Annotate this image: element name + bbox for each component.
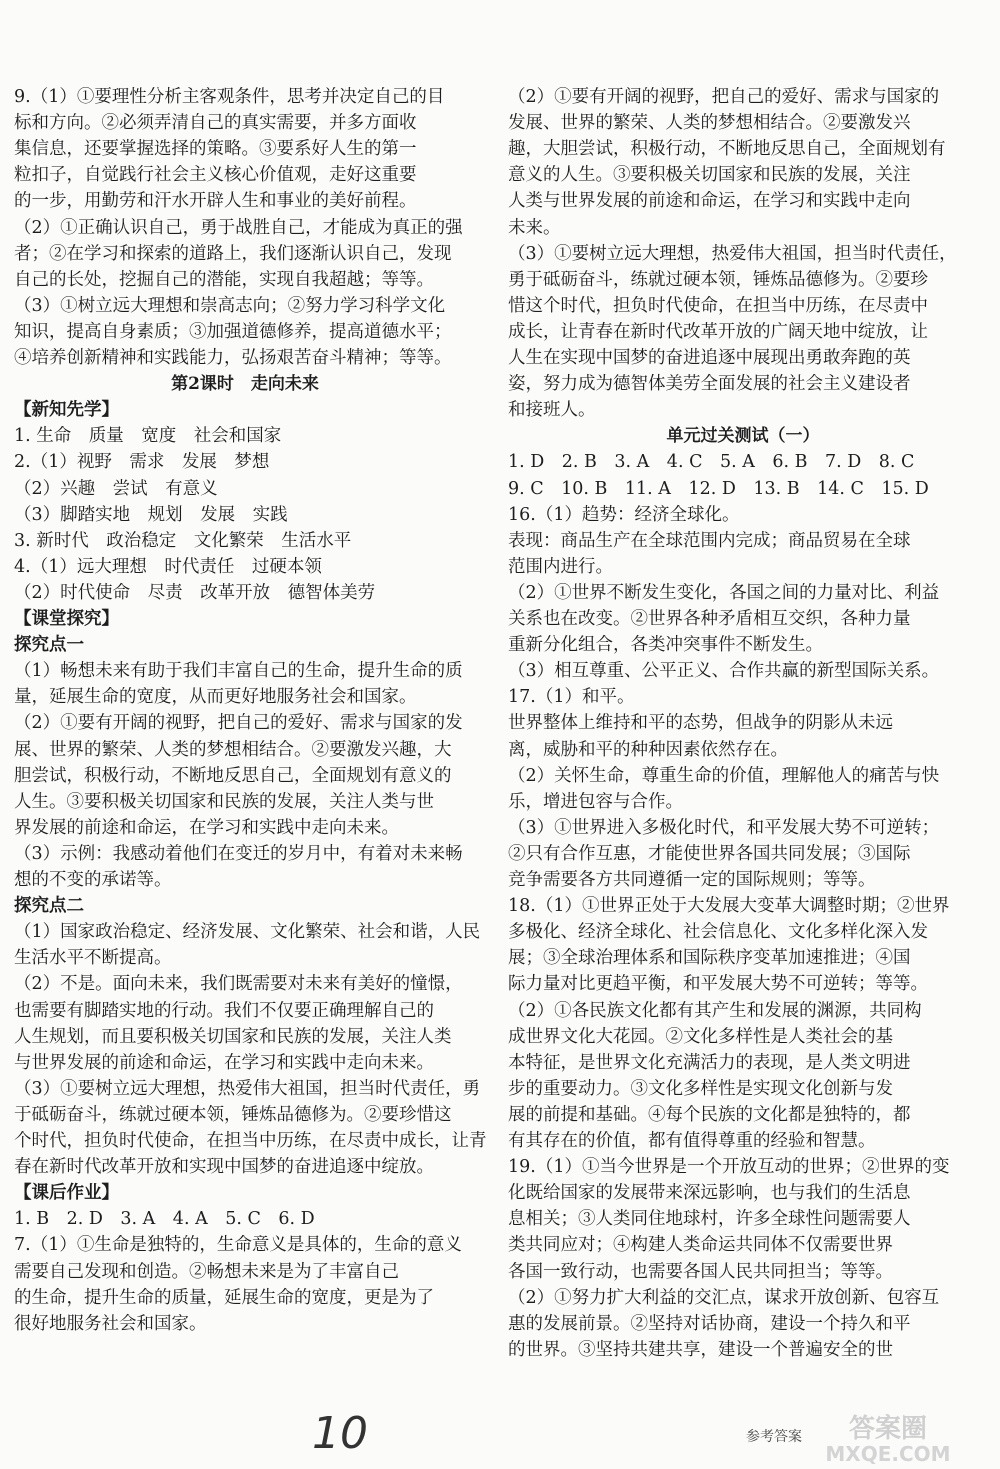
text-line: 成长，让青春在新时代改革开放的广阔天地中绽放，让 [508, 321, 928, 342]
text-line: 惠的发展前景。②坚持对话协商，建设一个持久和平 [508, 1313, 911, 1334]
text-line: 2.（1）视野 需求 发展 梦想 [14, 452, 270, 473]
text-line: ④培养创新精神和实践能力，弘扬艰苦奋斗精神；等等。 [14, 348, 452, 368]
text-line: 竞争需要各方共同遵循一定的国际规则；等等。 [508, 870, 876, 890]
lesson-heading: 单元过关测试（一） [666, 426, 820, 447]
text-line: 人类与世界发展的前途和命运，在学习和实践中走向 [508, 191, 911, 212]
footer-label: 参考答案 [746, 1429, 802, 1445]
text-line: 发展、世界的繁荣、人类的梦想相结合。②要激发兴 [508, 113, 911, 134]
text-line: 16.（1）趋势：经济全球化。 [508, 504, 740, 525]
text-line: 1. D 2. B 3. A 4. C 5. A 6. B 7. D 8. C [508, 452, 915, 473]
text-line: 姿，努力成为德智体美劳全面发展的社会主义建设者 [508, 374, 911, 395]
text-line: 趣，大胆尝试，积极行动，不断地反思自己，全面规划有 [508, 139, 946, 160]
text-line: 标和方向。②必须弄清自己的真实需要，并多方面收 [14, 113, 417, 134]
text-line: （3）①树立远大理想和崇高志向；②努力学习科学文化 [14, 295, 446, 316]
text-line: 步的重要动力。③文化多样性是实现文化创新与发 [508, 1078, 893, 1099]
text-line: （2）不是。面向未来，我们既需要对未来有美好的憧憬， [14, 974, 463, 995]
text-line: 际力量对比更趋平衡，和平发展大势不可逆转；等等。 [508, 974, 928, 995]
text-line: 9.（1）①要理性分析主客观条件，思考并决定自己的目 [14, 87, 445, 107]
text-line: 7.（1）①生命是独特的，生命意义是具体的，生命的意义 [14, 1235, 462, 1256]
text-line: 1. B 2. D 3. A 4. A 5. C 6. D [14, 1209, 315, 1230]
text-line: 春在新时代改革开放和实现中国梦的奋进追逐中绽放。 [14, 1157, 434, 1178]
text-line: （2）①要有开阔的视野，把自己的爱好、需求与国家的发 [14, 713, 463, 734]
text-line: （3）①要树立远大理想，热爱伟大祖国，担当时代责任，勇 [14, 1078, 481, 1099]
text-line: 展、世界的繁荣、人类的梦想相结合。②要激发兴趣，大 [14, 739, 452, 760]
text-line: （3）相互尊重、公平正义、合作共赢的新型国际关系。 [508, 661, 940, 682]
text-line: 1. 生命 质量 宽度 社会和国家 [14, 426, 282, 447]
text-line: 的生命，提升生命的质量，延展生命的宽度，更是为了 [14, 1287, 434, 1308]
text-line: 个时代，担负时代使命，在担当中历练，在尽责中成长，让青 [14, 1131, 487, 1151]
text-line: 范围内进行。 [508, 556, 613, 577]
watermark-title: 答案圈 [848, 1414, 928, 1444]
text-line: （2）①努力扩大利益的交汇点，谋求开放创新、包容互 [508, 1287, 940, 1308]
text-line: 于砥砺奋斗，练就过硬本领，锤炼品德修为。②要珍惜这 [14, 1104, 452, 1125]
text-line: （3）①世界进入多极化时代，和平发展大势不可逆转； [508, 817, 940, 838]
text-line: 界发展的前途和命运，在学习和实践中走向未来。 [14, 817, 399, 838]
text-line: 本特征，是世界文化充满活力的表现，是人类文明进 [508, 1052, 911, 1073]
text-line: 集信息，还要掌握选择的策略。③要系好人生的第一 [14, 139, 417, 160]
text-line: 化既给国家的发展带来深远影响，也与我们的生活息 [508, 1183, 911, 1204]
text-line: 重新分化组合，各类冲突事件不断发生。 [508, 635, 823, 656]
text-line: 各国一致行动，也需要各国人民共同担当；等等。 [508, 1261, 893, 1282]
section-label: 【课后作业】 [14, 1183, 119, 1204]
text-line: 19.（1）①当今世界是一个开放互动的世界；②世界的变 [508, 1157, 950, 1178]
text-line: 有其存在的价值，都有值得尊重的经验和智慧。 [508, 1131, 876, 1151]
watermark-logo [788, 1409, 988, 1465]
text-line: 的一步，用勤劳和汗水开辟人生和事业的美好前程。 [14, 191, 417, 212]
text-line: 也需要有脚踏实地的行动。我们不仅要正确理解自己的 [14, 1000, 434, 1021]
handwritten-page-number: 10 [312, 1408, 368, 1459]
text-line: 的世界。③坚持共建共享，建设一个普遍安全的世 [508, 1339, 893, 1360]
text-line: 9. C 10. B 11. A 12. D 13. B 14. C 15. D [508, 478, 929, 499]
text-line: （2）关怀生命，尊重生命的价值，理解他人的痛苦与快 [508, 765, 940, 786]
text-line: 乐，增进包容与合作。 [508, 791, 683, 812]
watermark-url: MXQE.COM [825, 1442, 951, 1465]
text-line: （2）时代使命 尽责 改革开放 德智体美劳 [14, 582, 376, 603]
section-label: 【新知先学】 [14, 400, 119, 421]
text-line: 想的不变的承诺等。 [14, 870, 172, 890]
text-line: （3）脚踏实地 规划 发展 实践 [14, 504, 288, 525]
text-line: 关系也在改变。②世界各种矛盾相互交织，各种力量 [508, 609, 911, 629]
text-line: （3）①要树立远大理想，热爱伟大祖国，担当时代责任， [508, 243, 957, 264]
text-line: 胆尝试，积极行动，不断地反思自己，全面规划有意义的 [14, 765, 452, 786]
text-line: 息相关；③人类同住地球村，许多全球性问题需要人 [508, 1209, 911, 1230]
text-line: 生活水平不断提高。 [14, 948, 172, 969]
lesson-heading: 第2课时 走向未来 [171, 374, 319, 395]
text-line: （2）①正确认识自己，勇于战胜自己，才能成为真正的强 [14, 217, 463, 238]
text-line: 类共同应对；④构建人类命运共同体不仅需要世界 [508, 1235, 893, 1256]
text-line: （2）①各民族文化都有其产生和发展的渊源，共同构 [508, 1000, 922, 1021]
text-line: 展；③全球治理体系和国际秩序变革加速推进；④国 [508, 948, 911, 969]
text-line: 3. 新时代 政治稳定 文化繁荣 生活水平 [14, 530, 352, 551]
text-line: ②只有合作互惠，才能使世界各国共同发展；③国际 [508, 843, 911, 864]
text-line: （2）①要有开阔的视野，把自己的爱好、需求与国家的 [508, 87, 940, 107]
text-line: 自己的长处，挖掘自己的潜能，实现自我超越；等等。 [14, 269, 434, 290]
text-line: 粒扣子，自觉践行社会主义核心价值观，走好这重要 [14, 165, 417, 186]
text-line: 与世界发展的前途和命运，在学习和实践中走向未来。 [14, 1052, 434, 1073]
text-line: 意义的人生。③要积极关切国家和民族的发展，关注 [508, 165, 911, 186]
text-line: 4.（1）远大理想 时代责任 过硬本领 [14, 556, 322, 577]
text-line: 世界整体上维持和平的态势，但战争的阴影从未远 [508, 713, 893, 734]
text-line: 展的前提和基础。④每个民族的文化都是独特的，都 [508, 1104, 911, 1125]
text-line: （2）①世界不断发生变化，各国之间的力量对比、利益 [508, 582, 940, 603]
text-line: 表现：商品生产在全球范围内完成；商品贸易在全球 [508, 530, 911, 551]
text-line: 人生规划，而且要积极关切国家和民族的发展，关注人类 [14, 1026, 452, 1047]
section-label: 【课堂探究】 [14, 609, 119, 629]
text-line: 多极化、经济全球化、社会信息化、文化多样化深入发 [508, 922, 928, 943]
text-line: 离，威胁和平的种种因素依然存在。 [508, 739, 788, 760]
text-line: 17.（1）和平。 [508, 687, 635, 708]
text-line: 需要自己发现和创造。②畅想未来是为了丰富自己 [14, 1261, 399, 1282]
section-label: 探究点一 [14, 635, 84, 656]
text-line: 未来。 [508, 217, 561, 238]
text-line: 者；②在学习和探索的道路上，我们逐渐认识自己，发现 [14, 243, 452, 264]
text-line: 成世界文化大花园。②文化多样性是人类社会的基 [508, 1026, 893, 1047]
text-line: 人生。③要积极关切国家和民族的发展，关注人类与世 [14, 791, 434, 812]
text-line: 惜这个时代，担负时代使命，在担当中历练，在尽责中 [508, 295, 928, 316]
text-line: 很好地服务社会和国家。 [14, 1313, 207, 1334]
section-label: 探究点二 [14, 896, 84, 917]
text-line: （1）国家政治稳定、经济发展、文化繁荣、社会和谐，人民 [14, 922, 481, 943]
text-line: （1）畅想未来有助于我们丰富自己的生命，提升生命的质 [14, 661, 463, 682]
text-line: 量，延展生命的宽度，从而更好地服务社会和国家。 [14, 687, 417, 708]
text-line: （2）兴趣 尝试 有意义 [14, 478, 218, 499]
text-line: 人生在实现中国梦的奋进追逐中展现出勇敢奔跑的英 [508, 348, 911, 368]
text-line: 知识，提高自身素质；③加强道德修养，提高道德水平； [14, 321, 452, 342]
text-line: （3）示例：我感动着他们在变迁的岁月中，有着对未来畅 [14, 843, 463, 864]
text-line: 勇于砥砺奋斗，练就过硬本领，锤炼品德修为。②要珍 [508, 269, 928, 290]
text-line: 和接班人。 [508, 400, 596, 421]
text-line: 18.（1）①世界正处于大发展大变革大调整时期；②世界 [508, 896, 950, 917]
